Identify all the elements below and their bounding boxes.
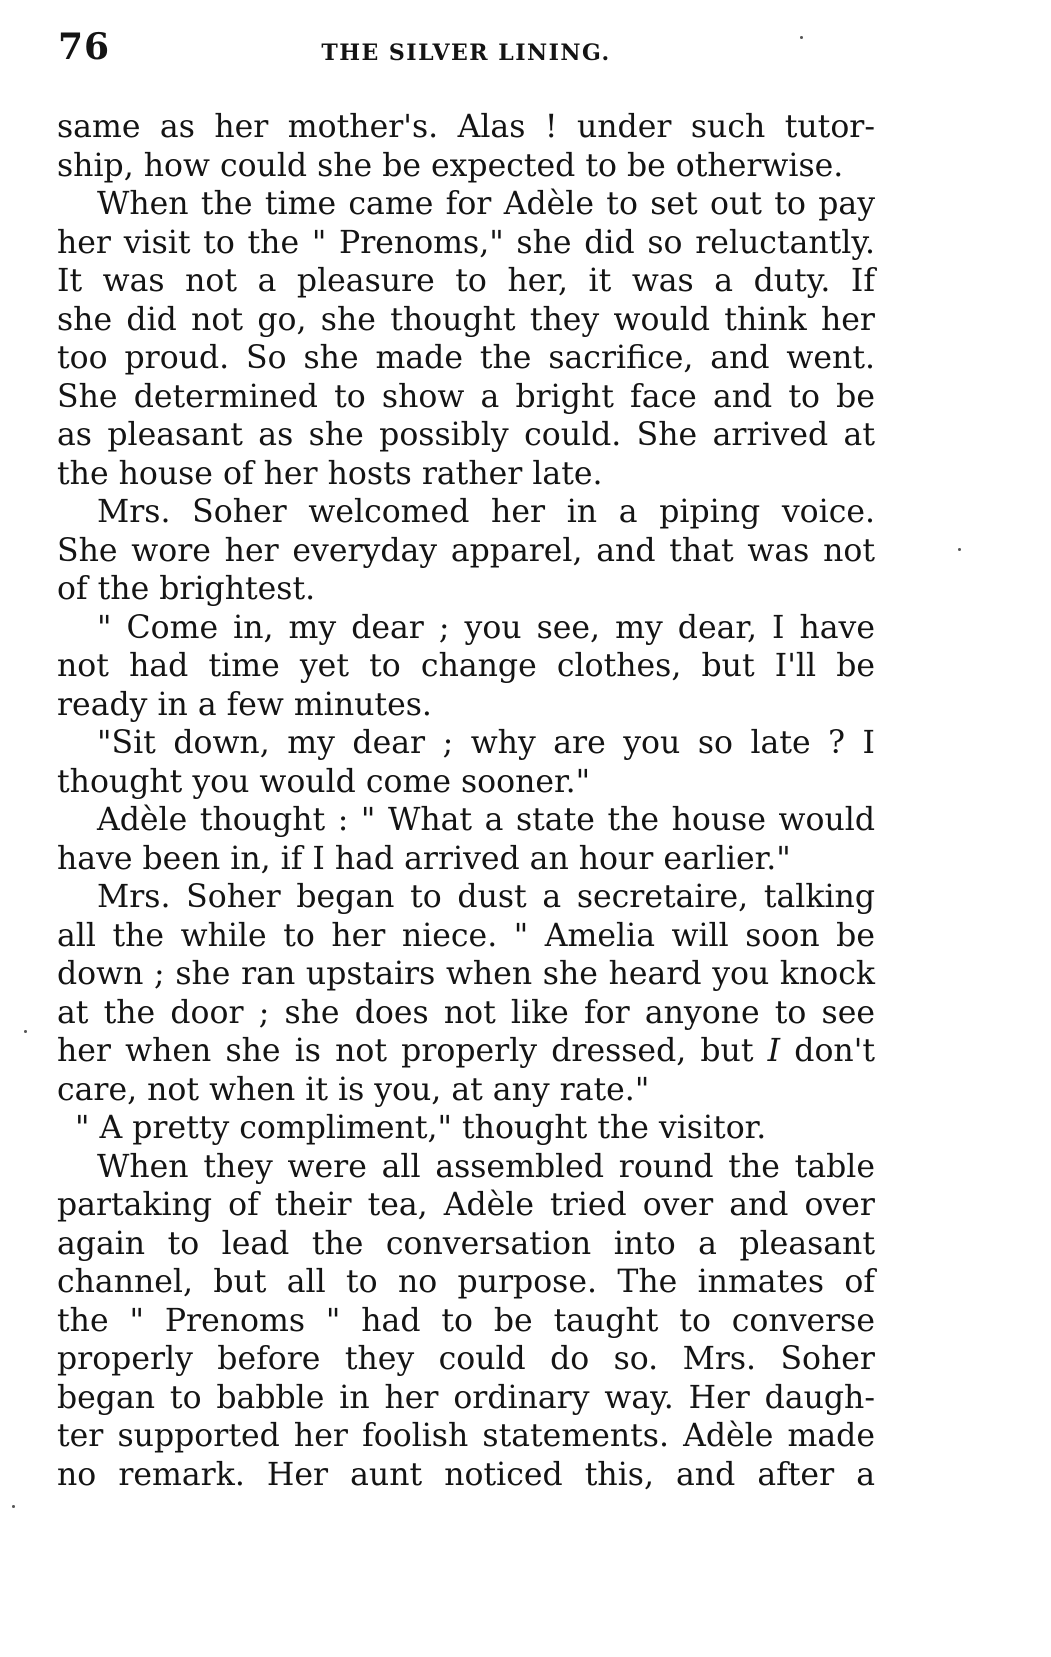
text-line: ter supported her foolish statements. Adèle made xyxy=(57,1418,875,1454)
text-line: "Sit down, my dear ; why are you so late ? I xyxy=(97,725,875,761)
text-line: her visit to the " Prenoms," she did so reluctantly. xyxy=(57,224,875,261)
text-line: She determined to show a bright face and to be xyxy=(57,378,875,415)
text-line: of the brightest. xyxy=(57,571,316,607)
text-line: She wore her everyday apparel, and that was not xyxy=(57,532,875,569)
text-line: thought you would come sooner." xyxy=(57,763,591,800)
body-text xyxy=(57,108,875,1494)
text-line: again to lead the conversation into a pleasant xyxy=(57,1225,875,1262)
text-line: all the while to her niece. " Amelia will soon be xyxy=(57,917,875,954)
text-line: same as her mother's. Alas ! under such tutor- xyxy=(57,109,875,145)
text-line: no remark. Her aunt noticed this, and after a xyxy=(57,1456,875,1493)
text-line: as pleasant as she possibly could. She arrived at xyxy=(57,417,875,453)
italic-word: I xyxy=(767,1033,781,1069)
text-line: at the door ; she does not like for anyone to see xyxy=(57,994,875,1031)
text-segment: don't xyxy=(794,1033,876,1069)
print-speck xyxy=(12,1505,15,1508)
text-line: too proud. So she made the sacrifice, and went. xyxy=(57,340,875,376)
text-line: It was not a pleasure to her, it was a duty. If xyxy=(57,263,875,299)
print-speck xyxy=(24,1030,27,1033)
text-line: Mrs. Soher welcomed her in a piping voice. xyxy=(97,494,875,530)
text-line: properly before they could do so. Mrs. Soher xyxy=(57,1341,875,1377)
text-line: ready in a few minutes. xyxy=(57,686,432,723)
text-line: channel, but all to no purpose. The inmates of xyxy=(57,1264,875,1300)
text-line: When they were all assembled round the table xyxy=(97,1148,875,1185)
running-head: THE SILVER LINING. xyxy=(321,40,611,66)
text-line: the " Prenoms " had to be taught to converse xyxy=(57,1302,875,1339)
text-line: ship, how could she be expected to be otherwise. xyxy=(57,147,844,184)
text-line-with-italic xyxy=(57,1032,875,1071)
text-line: the house of her hosts rather late. xyxy=(57,455,603,492)
text-line: care, not when it is you, at any rate." xyxy=(57,1071,650,1108)
text-line: not had time yet to change clothes, but I'll be xyxy=(57,648,875,684)
text-line: When the time came for Adèle to set out to pay xyxy=(97,186,875,222)
text-line: began to babble in her ordinary way. Her daugh- xyxy=(57,1379,875,1416)
text-line: " A pretty compliment," thought the visitor. xyxy=(75,1110,767,1146)
page-number: 76 xyxy=(58,26,111,68)
print-speck xyxy=(958,548,961,551)
page-header xyxy=(58,26,874,74)
text-line: down ; she ran upstairs when she heard you knock xyxy=(57,956,875,992)
text-line: she did not go, she thought they would think her xyxy=(57,301,875,338)
text-line: partaking of their tea, Adèle tried over and over xyxy=(57,1187,875,1223)
text-line: Mrs. Soher began to dust a secretaire, talking xyxy=(97,879,875,915)
text-line: have been in, if I had arrived an hour earlier." xyxy=(57,840,791,877)
print-speck xyxy=(800,36,803,39)
text-line: Adèle thought : " What a state the house would xyxy=(97,802,875,838)
text-line: " Come in, my dear ; you see, my dear, I have xyxy=(97,609,875,646)
text-segment: her when she is not properly dressed, but xyxy=(57,1033,754,1069)
